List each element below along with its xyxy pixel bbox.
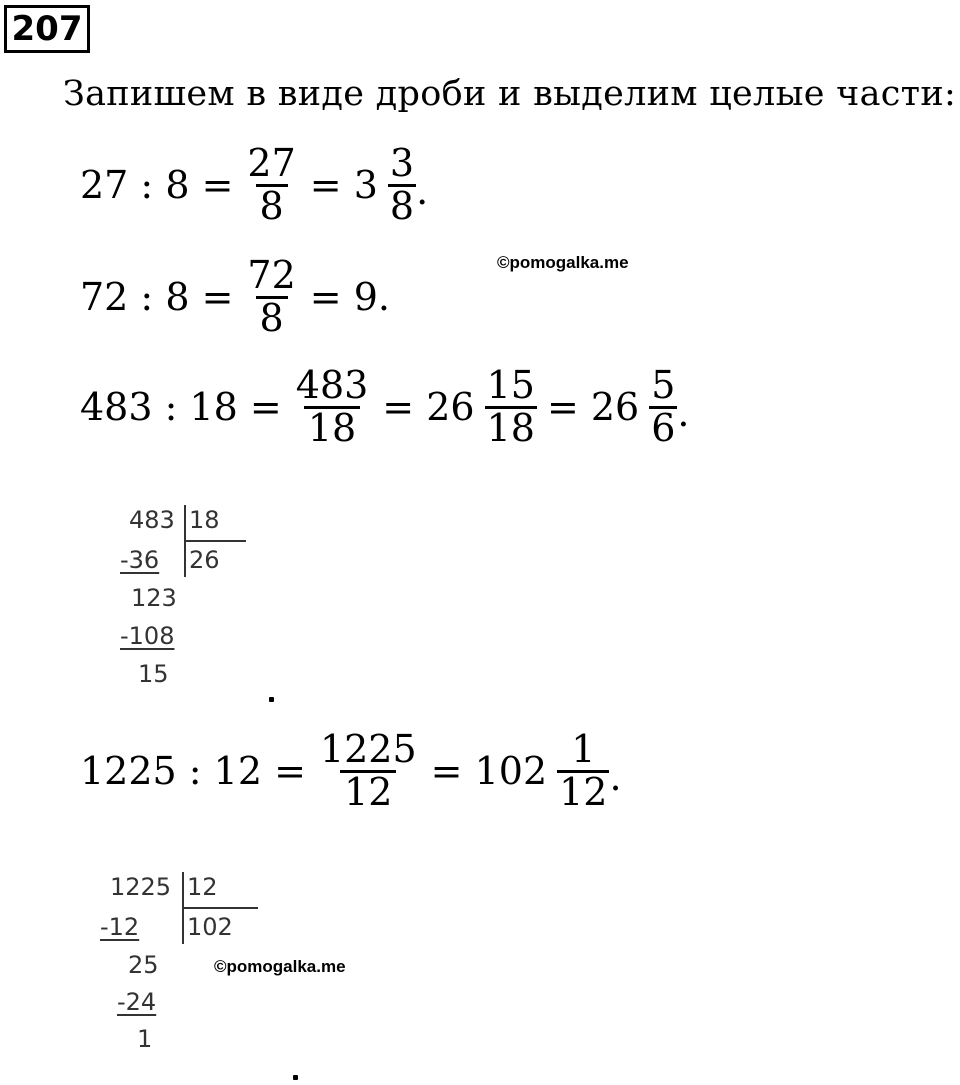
eq3-period: . [677, 390, 690, 435]
div1-divisor: 18 [189, 506, 220, 534]
eq1-mixed-numerator: 3 [389, 141, 415, 185]
div1-sub2: -108 [120, 622, 175, 650]
eq3-mixed2-denominator: 6 [651, 405, 676, 450]
eq4-result: = 102 [430, 749, 548, 794]
task-number: 207 [4, 5, 90, 53]
eq2-denominator: 8 [256, 296, 288, 339]
eq4-numerator: 1225 [319, 727, 417, 771]
div2-sub2: -24 [117, 988, 157, 1016]
div1-rem1: 123 [131, 584, 177, 612]
eq2-lhs: 72 : 8 = [80, 275, 234, 320]
eq1-numerator: 27 [247, 141, 296, 185]
eq4-lhs: 1225 : 12 = [80, 749, 306, 794]
intro-text: Запишем в виде дроби и выделим целые части: [63, 74, 957, 114]
eq1-mixed-denominator: 8 [389, 183, 415, 228]
eq3-denominator: 18 [304, 406, 360, 449]
watermark-2: ©pomogalka.me [214, 957, 346, 976]
eq2-numerator: 72 [247, 253, 296, 297]
eq3-mixed2-numerator: 5 [651, 363, 676, 407]
div2-sub1: -12 [100, 913, 140, 941]
eq1-denominator: 8 [256, 184, 288, 227]
div1-sub1: -36 [120, 546, 160, 574]
eq3-result-2: = 26 [546, 385, 640, 430]
div2-dividend: 1225 [110, 873, 172, 901]
watermark-1: ©pomogalka.me [497, 253, 629, 272]
eq4-mixed-denominator: 12 [559, 769, 608, 814]
div2-horizontal-line [182, 907, 258, 909]
eq4-mixed-numerator: 1 [571, 727, 596, 771]
eq3-mixed-denominator: 18 [486, 405, 535, 450]
eq1-period: . [416, 168, 429, 213]
div2-rem1: 25 [128, 951, 159, 979]
eq3-mixed-numerator: 15 [486, 363, 535, 407]
div1-quotient: 26 [189, 546, 220, 574]
eq4-period: . [609, 754, 622, 799]
eq1-result: = 3 [309, 163, 378, 208]
div1-dividend: 483 [129, 506, 175, 534]
div2-rem2: 1 [137, 1025, 153, 1053]
eq3-lhs: 483 : 18 = [80, 385, 282, 430]
eq2-result: = 9. [309, 275, 390, 320]
div1-rem2: 15 [138, 660, 169, 688]
div2-divisor: 12 [187, 873, 218, 901]
eq4-denominator: 12 [340, 770, 396, 813]
eq3-numerator: 483 [295, 363, 369, 407]
dot-2 [293, 1075, 298, 1080]
eq3-result: = 26 [382, 385, 475, 430]
div2-quotient: 102 [187, 913, 233, 941]
eq1-lhs: 27 : 8 = [80, 163, 234, 208]
